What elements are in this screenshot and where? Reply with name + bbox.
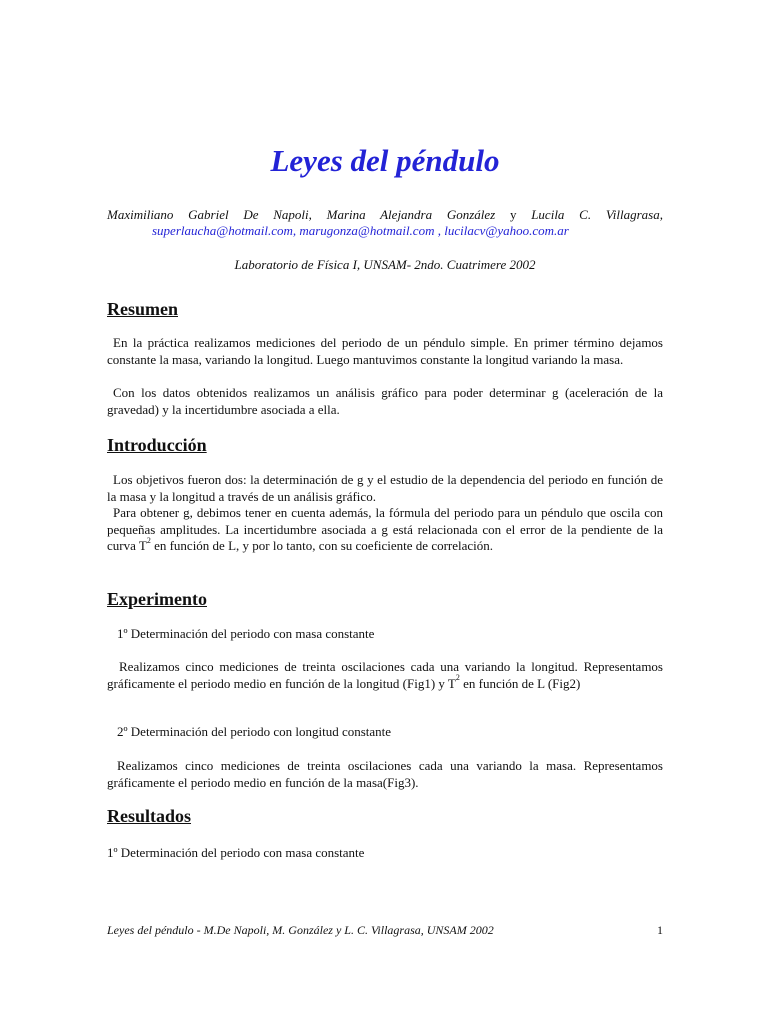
introduccion-paragraph-1: Los objetivos fueron dos: la determinación de g y el estudio de la dependencia del periodo en función de la masa y la longitud a través de un análisis gráfico. (107, 472, 663, 504)
page-number: 1 (657, 923, 663, 937)
introduccion-paragraph-2 (107, 505, 663, 555)
heading-resumen: Resumen (107, 299, 178, 319)
paper-title: Leyes del péndulo (270, 143, 500, 178)
experimento-p1-text-a: Realizamos cinco mediciones de treinta oscilaciones cada una variando la longitud. Representamos gráficamente el periodo medio en función de la longitud (Fig1) y T (107, 659, 663, 691)
superscript-2: 2 (146, 535, 151, 545)
introduccion-p2-text-b: en función de L, y por lo tanto, con su coeficiente de correlación. (150, 538, 494, 553)
author-names-a: Maximiliano Gabriel De Napoli, Marina Alejandra González (107, 207, 496, 222)
heading-resultados: Resultados (107, 806, 192, 826)
heading-introduccion: Introducción (107, 435, 207, 455)
experimento-item-2: 2º Determinación del periodo con longitud constante (117, 724, 392, 739)
affiliation: Laboratorio de Física I, UNSAM- 2ndo. Cuatrimere 2002 (234, 257, 536, 272)
author-emails[interactable]: superlaucha@hotmail.com, marugonza@hotmail.com , lucilacv@yahoo.com.ar (152, 223, 569, 238)
author-joiner: y (509, 207, 517, 222)
resultados-item-1: 1º Determinación del periodo con masa constante (107, 845, 365, 860)
resumen-paragraph-1: En la práctica realizamos mediciones del periodo de un péndulo simple. En primer término dejamos constante la masa, variando la longitud. Luego mantuvimos constante la longitud variando la masa. (107, 335, 663, 367)
document-page (107, 0, 663, 1024)
introduccion-p2-text-a: Para obtener g, debimos tener en cuenta además, la fórmula del periodo para un péndulo que oscila con pequeñas amplitudes. La incertidumbre asociada a g está relacionada con el error de la pendiente de la curva T (107, 505, 663, 553)
page-footer: Leyes del péndulo - M.De Napoli, M. González y L. C. Villagrasa, UNSAM 2002 (107, 923, 494, 937)
experimento-paragraph-1 (107, 659, 663, 692)
experimento-item-1: 1º Determinación del periodo con masa constante (117, 626, 375, 641)
heading-experimento: Experimento (107, 589, 207, 609)
author-list (107, 207, 663, 223)
experimento-paragraph-2: Realizamos cinco mediciones de treinta oscilaciones cada una variando la masa. Representamos gráficamente el periodo medio en función de la masa(Fig3). (107, 758, 663, 790)
author-names-b: Lucila C. Villagrasa, (531, 207, 663, 222)
resumen-paragraph-2: Con los datos obtenidos realizamos un análisis gráfico para poder determinar g (aceleración de la gravedad) y la incertidumbre asociada a ella. (107, 385, 663, 417)
experimento-p1-text-b: en función de L (Fig2) (459, 675, 581, 691)
superscript-2: 2 (455, 673, 460, 683)
